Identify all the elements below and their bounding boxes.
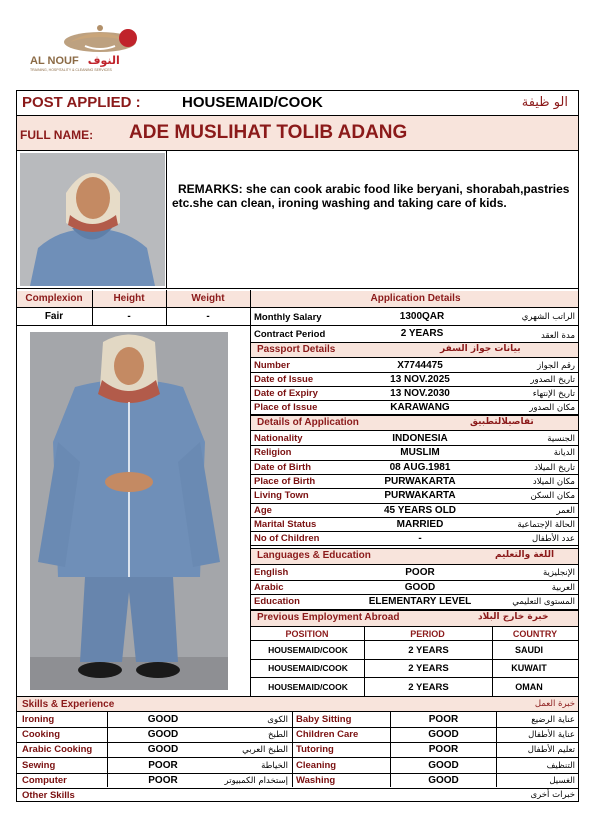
skill-label: Children Care	[296, 729, 359, 741]
complexion-value: Fair	[44, 311, 64, 322]
passport-row-label: Place of Issue	[254, 402, 318, 413]
salary-label: Monthly Salary	[254, 312, 322, 323]
company-logo	[30, 18, 160, 76]
passport-row-value: 13 NOV.2030	[390, 388, 450, 399]
passport-row-value: 13 NOV.2025	[390, 374, 450, 385]
detail-row-label: Date of Birth	[254, 461, 311, 473]
passport-row-arabic: تاريخ الصدور	[530, 375, 575, 385]
emp-period: 2 YEARS	[408, 681, 449, 693]
detail-row-label: Living Town	[254, 490, 309, 502]
languages-header: Languages & Education	[257, 550, 371, 561]
detail-row-arabic: العمر	[556, 505, 575, 516]
detail-row-arabic: تاريخ الميلاد	[534, 462, 575, 473]
skill-value: POOR	[148, 759, 178, 771]
detail-row-value: -	[418, 533, 422, 545]
passport-row-label: Date of Expiry	[254, 388, 318, 399]
skill-arabic: الغسيل	[549, 775, 575, 786]
emp-position: HOUSEMAID/COOK	[268, 645, 348, 655]
detail-row-arabic: الديانة	[553, 448, 575, 459]
detail-row-value: MARRIED	[396, 518, 444, 530]
skill-label: Arabic Cooking	[22, 744, 93, 756]
language-row-arabic: الإنجليزية	[542, 568, 575, 578]
language-row-value: POOR	[405, 567, 435, 578]
logo-emblem-icon	[30, 18, 160, 58]
salary-arabic: الراتب الشهري	[521, 312, 575, 322]
weight-value: -	[206, 311, 210, 322]
emp-period: 2 YEARS	[408, 645, 449, 656]
detail-row-arabic: الجنسية	[547, 434, 575, 444]
employment-header: Previous Employment Abroad	[257, 612, 400, 623]
other-skills-label: Other Skills	[22, 790, 75, 801]
logo-tagline: TRAINING, HOSPITALITY & CLEANING SERVICES	[30, 68, 112, 72]
post-applied-label: POST APPLIED :	[22, 94, 141, 111]
skill-value: GOOD	[147, 729, 179, 741]
passport-row-label: Number	[254, 360, 290, 371]
post-applied-row	[17, 91, 578, 115]
detail-row-label: No of Children	[254, 533, 320, 545]
detail-row-arabic: عدد الأطفال	[531, 534, 575, 545]
languages-arabic: اللغة والتعليم	[495, 550, 555, 560]
height-header: Height	[113, 293, 145, 304]
skill-label: Cooking	[22, 729, 60, 741]
detail-row-arabic: مكان السكن	[530, 491, 575, 502]
language-row-value: ELEMENTARY LEVEL	[368, 596, 472, 607]
headshot-photo	[20, 153, 165, 286]
passport-details-header: Passport Details	[257, 344, 336, 355]
skill-arabic: تعليم الأطفال	[527, 745, 575, 756]
language-row-value: GOOD	[404, 581, 436, 593]
full-name-value: ADE MUSLIHAT TOLIB ADANG	[129, 122, 408, 143]
details-of-application-header: Details of Application	[257, 417, 359, 428]
complexion-header: Complexion	[25, 293, 83, 304]
detail-row-label: Marital Status	[254, 518, 317, 530]
passport-row-label: Date of Issue	[254, 374, 314, 385]
skill-arabic: الطبخ العربي	[242, 745, 288, 756]
contract-arabic: مدة العقد	[541, 331, 575, 341]
emp-col-position: POSITION	[285, 629, 329, 639]
skill-arabic: عناية الرضيع	[531, 715, 575, 725]
detail-row-arabic: الحالة الإجتماعية	[517, 519, 575, 530]
skill-value: POOR	[428, 744, 459, 756]
skill-label: Tutoring	[296, 744, 334, 756]
language-row-arabic: المستوى التعليمي	[512, 597, 575, 607]
skill-value: POOR	[428, 714, 459, 725]
skill-arabic: الطبخ	[268, 730, 288, 741]
application-details-header: Application Details	[370, 293, 461, 304]
detail-row-label: Age	[254, 504, 272, 516]
language-row-label: Education	[254, 596, 300, 607]
detail-row-value: PURWAKARTA	[384, 475, 456, 487]
detail-row-label: Place of Birth	[254, 475, 316, 487]
passport-row-value: X7744475	[397, 360, 443, 371]
skills-arabic: خبرة العمل	[534, 699, 575, 709]
full-name-row	[17, 116, 578, 150]
detail-row-arabic: مكان الميلاد	[532, 476, 575, 487]
post-applied-arabic: الو ظيفة	[521, 95, 568, 110]
skill-label: Computer	[22, 774, 67, 786]
emp-period: 2 YEARS	[408, 663, 449, 675]
language-row-label: Arabic	[254, 581, 284, 593]
full-name-label: FULL NAME:	[20, 128, 94, 142]
emp-country: SAUDI	[514, 645, 543, 655]
detail-row-value: MUSLIM	[400, 447, 440, 459]
skill-arabic: عناية الأطفال	[528, 730, 575, 741]
passport-row-arabic: مكان الصدور	[529, 403, 575, 413]
emp-col-country: COUNTRY	[512, 629, 558, 639]
employment-arabic: خبرة خارج البلاد	[478, 612, 549, 622]
skill-arabic: إستخدام الكمبيوتر	[224, 775, 288, 786]
skill-label: Washing	[296, 774, 336, 786]
emp-country: OMAN	[515, 681, 543, 692]
emp-position: HOUSEMAID/COOK	[268, 681, 348, 692]
emp-col-period: PERIOD	[410, 629, 445, 639]
detail-row-value: PURWAKARTA	[384, 490, 456, 502]
details-of-application-arabic: تفاصيلالتطبيق	[470, 417, 534, 427]
skill-value: GOOD	[428, 774, 459, 786]
passport-details-arabic: بيانات جواز السفر	[440, 344, 521, 354]
remarks-text: REMARKS: she can cook arabic food like beryani, shorabah,pastries etc.she can clean, ironing washing and taking care of kids.	[172, 182, 570, 210]
emp-position: HOUSEMAID/COOK	[268, 663, 348, 674]
skill-value: GOOD	[147, 744, 179, 756]
weight-header: Weight	[191, 293, 225, 304]
full-body-photo	[30, 332, 228, 690]
language-row-arabic: العربية	[551, 582, 575, 593]
detail-row-label: Nationality	[254, 433, 303, 444]
skill-arabic: التنظيف	[546, 760, 575, 771]
contract-label: Contract Period	[254, 329, 326, 340]
language-row-label: English	[254, 567, 289, 578]
detail-row-value: 08 AUG.1981	[389, 461, 451, 473]
skill-label: Ironing	[22, 714, 55, 725]
post-applied-value: HOUSEMAID/COOK	[182, 94, 323, 111]
detail-row-value: INDONESIA	[392, 433, 448, 444]
passport-row-value: KARAWANG	[390, 402, 450, 413]
skill-value: GOOD	[428, 729, 459, 741]
skill-arabic: الخياطة	[261, 760, 288, 771]
contract-value: 2 YEARS	[400, 328, 444, 339]
skill-value: POOR	[148, 774, 178, 786]
passport-row-arabic: رقم الجواز	[537, 361, 575, 371]
skill-label: Cleaning	[296, 759, 337, 771]
skill-label: Baby Sitting	[296, 714, 352, 725]
other-skills-arabic: خبرات أخرى	[530, 790, 575, 800]
skills-header: Skills & Experience	[22, 699, 115, 710]
passport-row-arabic: تاريخ الإنتهاء	[532, 389, 575, 399]
height-value: -	[127, 311, 131, 322]
salary-value: 1300QAR	[399, 311, 445, 322]
skill-value: GOOD	[428, 759, 459, 771]
skill-arabic: الكوى	[267, 715, 288, 725]
detail-row-label: Religion	[254, 447, 292, 459]
skill-value: GOOD	[147, 714, 179, 725]
emp-country: KUWAIT	[511, 663, 547, 674]
logo-name: AL NOUF	[30, 55, 79, 67]
logo-arabic: النوف	[87, 54, 120, 67]
skill-label: Sewing	[22, 759, 56, 771]
detail-row-value: 45 YEARS OLD	[383, 504, 457, 516]
